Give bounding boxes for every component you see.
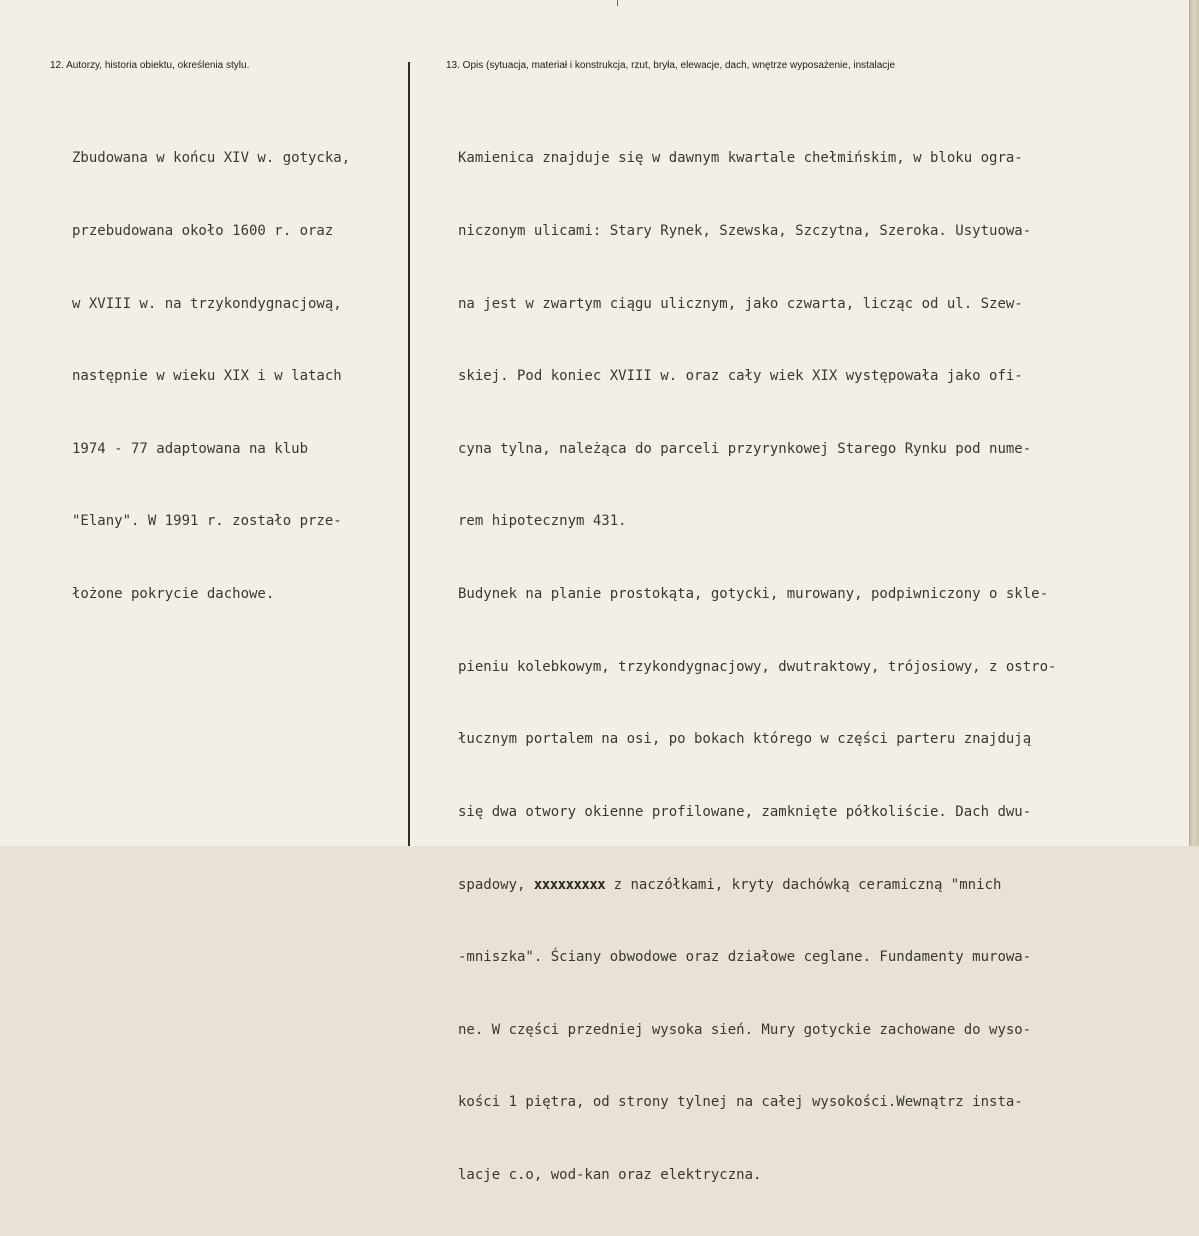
text-line: ne. W części przedniej wysoka sień. Mury gotyckie zachowane do wyso- (458, 1021, 1032, 1038)
struck-out-word: xxxxxxxxx (533, 876, 606, 893)
text-line: łożone pokrycie dachowe. (72, 586, 275, 603)
text-line: niczonym ulicami: Stary Rynek, Szewska, Szczytna, Szeroka. Usytuowa- (458, 223, 1032, 240)
text-line-with-strikeout (458, 873, 1056, 897)
text-line: pieniu kolebkowym, trzykondygnacjowy, dwutraktowy, trójosiowy, z ostro- (458, 658, 1057, 675)
text-fragment: spadowy, (458, 876, 534, 893)
top-tick-mark (617, 0, 618, 6)
text-line: cyna tylna, należąca do parceli przyrynkowej Starego Rynku pod nume- (458, 440, 1032, 457)
text-line: łucznym portalem na osi, po bokach którego w części parteru znajdują (458, 731, 1032, 748)
text-line: w XVIII w. na trzykondygnacjową, (72, 295, 342, 312)
text-line: przebudowana około 1600 r. oraz (72, 223, 334, 240)
text-line: Zbudowana w końcu XIV w. gotycka, (72, 150, 351, 167)
field-12-label: 12. Autorzy, historia obiektu, określenia stylu. (50, 60, 250, 71)
text-line: skiej. Pod koniec XVIII w. oraz cały wiek XIX występowała jako ofi- (458, 368, 1023, 385)
text-line: -mniszka". Ściany obwodowe oraz działowe ceglane. Fundamenty murowa- (458, 949, 1032, 966)
text-line: Kamienica znajduje się w dawnym kwartale chełmińskim, w bloku ogra- (458, 150, 1023, 167)
text-line: "Elany". W 1991 r. zostało prze- (72, 513, 342, 530)
text-line: lacje c.o, wod-kan oraz elektryczna. (458, 1166, 762, 1183)
text-line: rem hipotecznym 431. (458, 513, 627, 530)
text-line: 1974 - 77 adaptowana na klub (72, 440, 309, 457)
text-line: Budynek na planie prostokąta, gotycki, murowany, podpiwniczony o skle- (458, 586, 1049, 603)
column-divider (408, 62, 410, 846)
text-line: następnie w wieku XIX i w latach (72, 368, 342, 385)
text-line: się dwa otwory okienne profilowane, zamknięte półkoliście. Dach dwu- (458, 803, 1032, 820)
field-13-label: 13. Opis (sytuacja, materiał i konstrukcja, rzut, bryła, elewacje, dach, wnętrze wyposażenie, instalacje (446, 60, 896, 71)
field-13-text (458, 98, 1056, 1236)
field-12-text (72, 98, 350, 655)
underlying-card-edge (1189, 0, 1199, 846)
text-line: kości 1 piętra, od strony tylnej na całej wysokości.Wewnątrz insta- (458, 1094, 1023, 1111)
text-line: na jest w zwartym ciągu ulicznym, jako czwarta, licząc od ul. Szew- (458, 295, 1023, 312)
text-fragment: z naczółkami, kryty dachówką ceramiczną "mnich (605, 876, 1002, 893)
